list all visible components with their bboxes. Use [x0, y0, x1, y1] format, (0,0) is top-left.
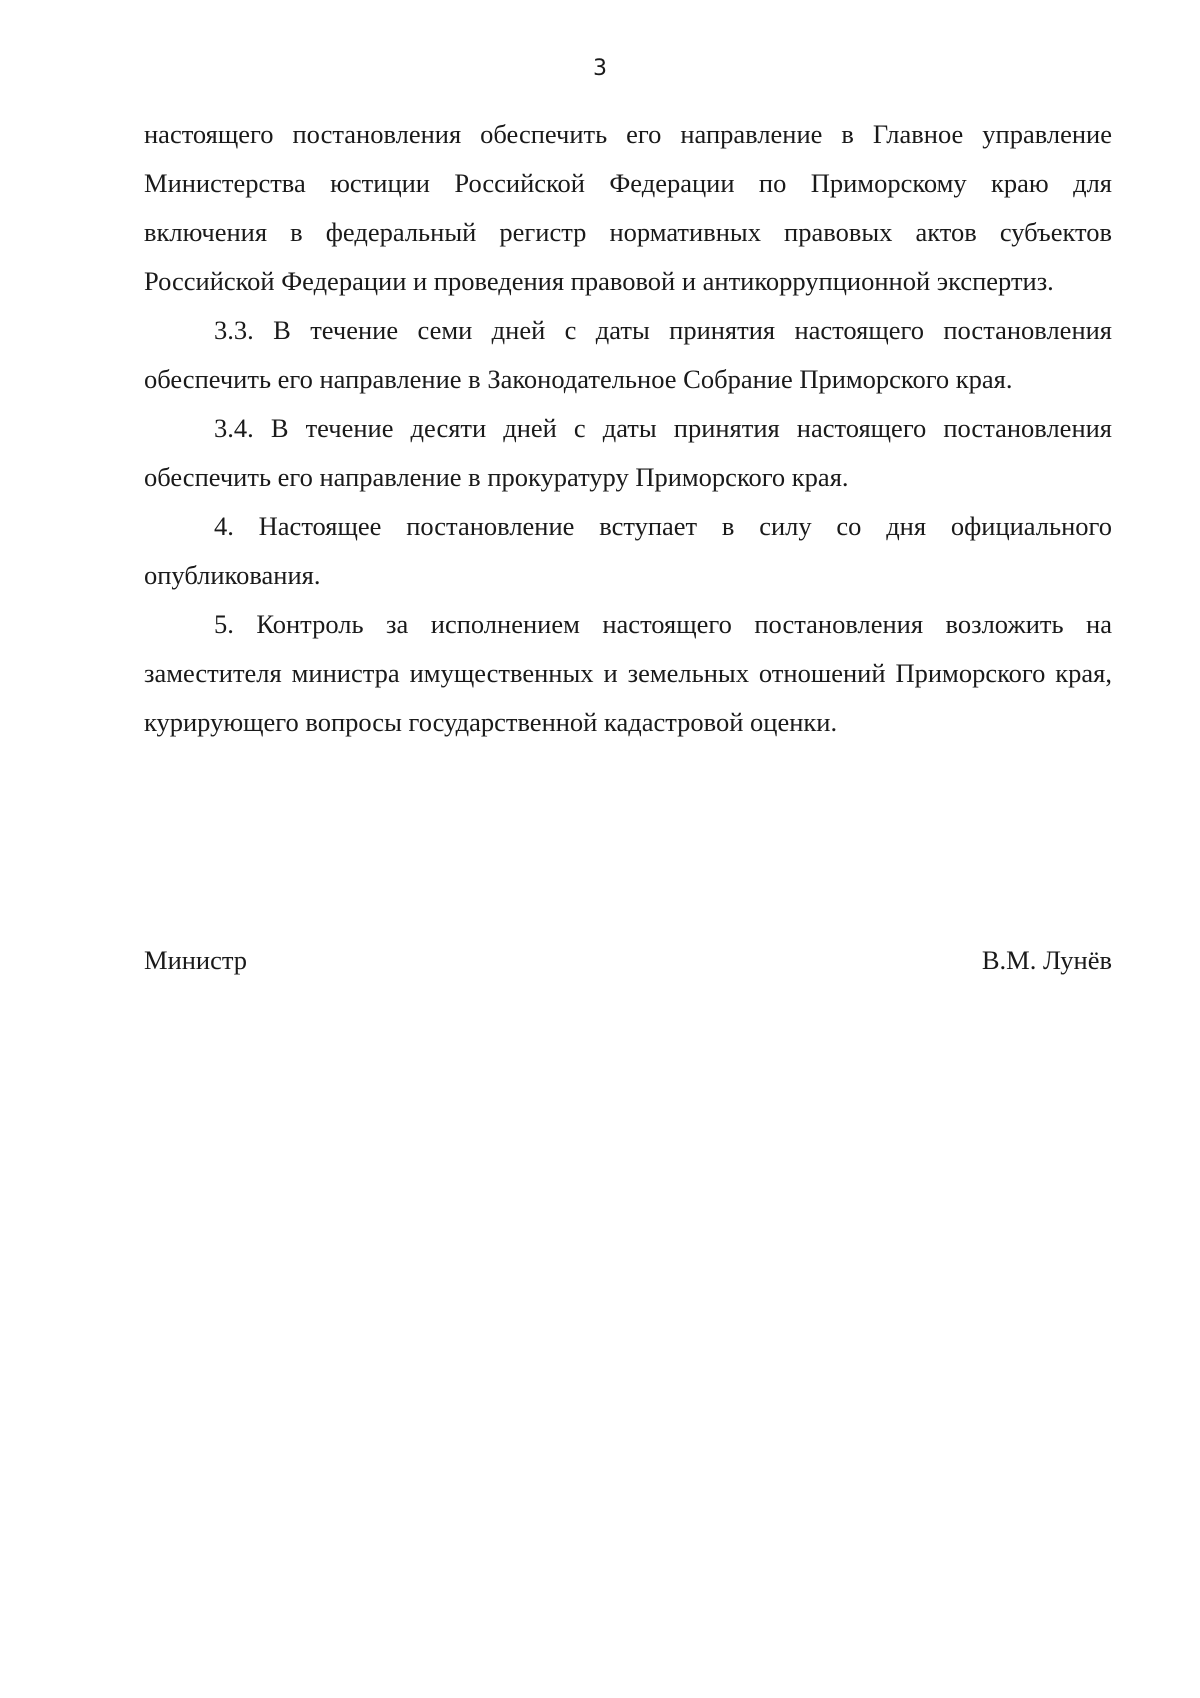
- document-body: [144, 110, 1112, 747]
- paragraph-3-4: 3.4. В течение десяти дней с даты принятия настоящего постановления обеспечить его направление в прокуратуру Приморского края.: [144, 413, 1112, 492]
- signatory-position: Министр: [144, 945, 248, 975]
- signature-block: [144, 940, 1112, 980]
- paragraph-5: 5. Контроль за исполнением настоящего постановления возложить на заместителя министра имущественных и земельных отношений Приморского края, курирующего вопросы государственной кадастровой оценки.: [144, 609, 1112, 737]
- paragraph-4: 4. Настоящее постановление вступает в силу со дня официального опубликования.: [144, 511, 1112, 590]
- signatory-name: В.М. Лунёв: [981, 945, 1112, 975]
- paragraph-3-3: 3.3. В течение семи дней с даты принятия настоящего постановления обеспечить его направление в Законодательное Собрание Приморского края.: [144, 315, 1112, 394]
- page-number: 3: [593, 56, 607, 81]
- paragraph-continuation: настоящего постановления обеспечить его направление в Главное управление Министерства юстиции Российской Федерации по Приморскому краю для включения в федеральный регистр нормативных правовых актов субъектов Российской Федерации и проведения правовой и антикоррупционной экспертиз.: [144, 119, 1112, 296]
